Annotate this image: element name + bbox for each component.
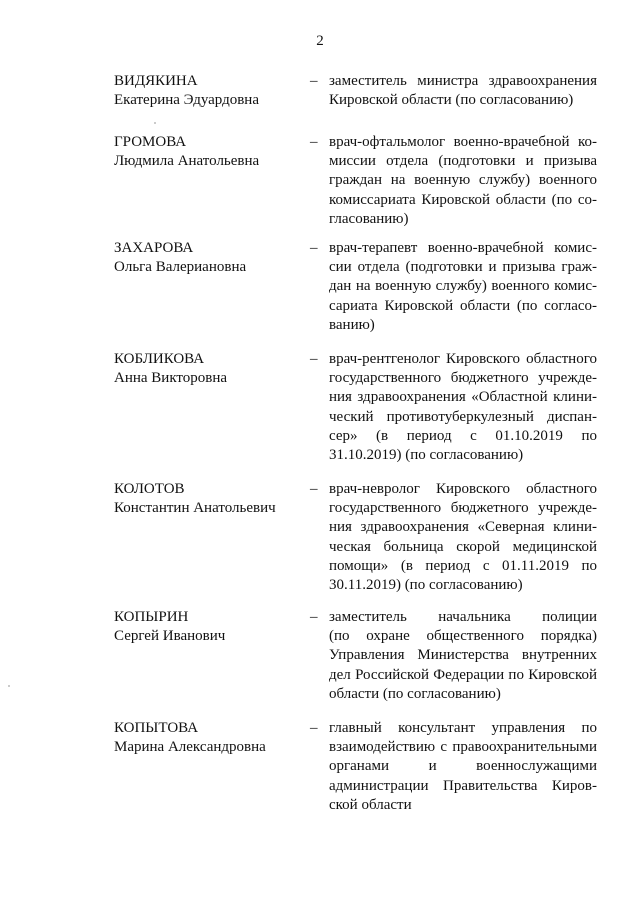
member-name: [114, 72, 304, 110]
role-line: органами и военнослужащими: [329, 758, 597, 775]
member-given-names: Анна Викторовна: [114, 370, 228, 386]
role-line: дел Российской Федерации по Кировской: [329, 666, 597, 683]
role-line: сариата Кировской области (по согласо-: [329, 297, 597, 314]
role-line: Управления Министерства внутренних: [329, 647, 597, 664]
role-line: ния здравоохранения «Северная клини-: [329, 519, 597, 536]
role-line: врач-офтальмолог военно-врачебной ко-: [329, 134, 597, 150]
role-line: главный консультант управления по: [329, 720, 597, 736]
role-line: врач-рентгенолог Кировского областного: [329, 351, 597, 367]
role-line: дан на военную службу) военного комис-: [329, 278, 597, 295]
role-line: администрации Правительства Киров-: [329, 777, 597, 794]
role-line: ческий противотуберкулезный диспан-: [329, 408, 597, 425]
member-role: [329, 133, 597, 229]
member-given-names: Людмила Анатольевна: [114, 153, 260, 169]
role-line: заместитель начальника полиции: [329, 609, 597, 625]
page-number: 2: [316, 33, 324, 49]
member-name: [114, 239, 304, 277]
member-surname: ЗАХАРОВА: [114, 240, 194, 256]
member-name: [114, 133, 304, 171]
scan-speck: [8, 685, 10, 687]
role-line: сии отдела (подготовки и призыва граж-: [329, 259, 597, 276]
member-name: [114, 350, 304, 388]
member-role: [329, 72, 597, 110]
entry-dash: –: [310, 609, 318, 625]
member-given-names: Екатерина Эдуардовна: [114, 92, 259, 108]
member-role: [329, 480, 597, 595]
role-line: сер» (в период с 01.10.2019 по: [329, 427, 597, 444]
member-role: [329, 239, 597, 335]
member-role: [329, 350, 597, 465]
member-name: [114, 719, 304, 757]
role-line: граждан на военную службу) военного: [329, 172, 597, 189]
role-line: 31.10.2019) (по согласованию): [329, 447, 524, 464]
role-line: 30.11.2019) (по согласованию): [329, 577, 523, 594]
member-given-names: Сергей Иванович: [114, 628, 226, 644]
member-given-names: Константин Анатольевич: [114, 500, 276, 516]
role-line: помощи» (в период с 01.11.2019 по: [329, 557, 597, 574]
entry-dash: –: [310, 73, 318, 89]
role-line: ской области: [329, 796, 412, 813]
role-line: врач-невролог Кировского областного: [329, 481, 597, 497]
member-surname: ГРОМОВА: [114, 134, 187, 150]
entry-dash: –: [310, 134, 318, 150]
entry-dash: –: [310, 351, 318, 367]
member-name: [114, 480, 304, 518]
role-line: ческая больница скорой медицинской: [329, 538, 597, 555]
member-surname: КОБЛИКОВА: [114, 351, 205, 367]
member-role: [329, 719, 597, 815]
role-line: Кировской области (по согласованию): [329, 92, 574, 109]
member-surname: КОПЫТОВА: [114, 720, 199, 736]
member-surname: ВИДЯКИНА: [114, 73, 198, 89]
role-line: ния здравоохранения «Областной клини-: [329, 389, 597, 406]
scan-speck: [154, 122, 156, 124]
entry-dash: –: [310, 240, 318, 256]
role-line: заместитель министра здравоохранения: [329, 73, 597, 89]
member-name: [114, 608, 304, 646]
role-line: области (по согласованию): [329, 685, 501, 702]
member-surname: КОПЫРИН: [114, 609, 189, 625]
role-line: комиссариата Кировской области (по со-: [329, 191, 597, 208]
member-given-names: Марина Александровна: [114, 739, 266, 755]
role-line: ванию): [329, 316, 375, 333]
entry-dash: –: [310, 481, 318, 497]
role-line: государственного бюджетного учрежде-: [329, 500, 597, 517]
role-line: взаимодействию с правоохранительными: [329, 739, 597, 756]
member-given-names: Ольга Валериановна: [114, 259, 247, 275]
role-line: гласованию): [329, 210, 409, 227]
member-role: [329, 608, 597, 704]
member-surname: КОЛОТОВ: [114, 481, 185, 497]
role-line: государственного бюджетного учрежде-: [329, 370, 597, 387]
role-line: врач-терапевт военно-врачебной комис-: [329, 240, 597, 256]
role-line: (по охране общественного порядка): [329, 628, 597, 645]
role-line: миссии отдела (подготовки и призыва: [329, 153, 597, 170]
entry-dash: –: [310, 720, 318, 736]
